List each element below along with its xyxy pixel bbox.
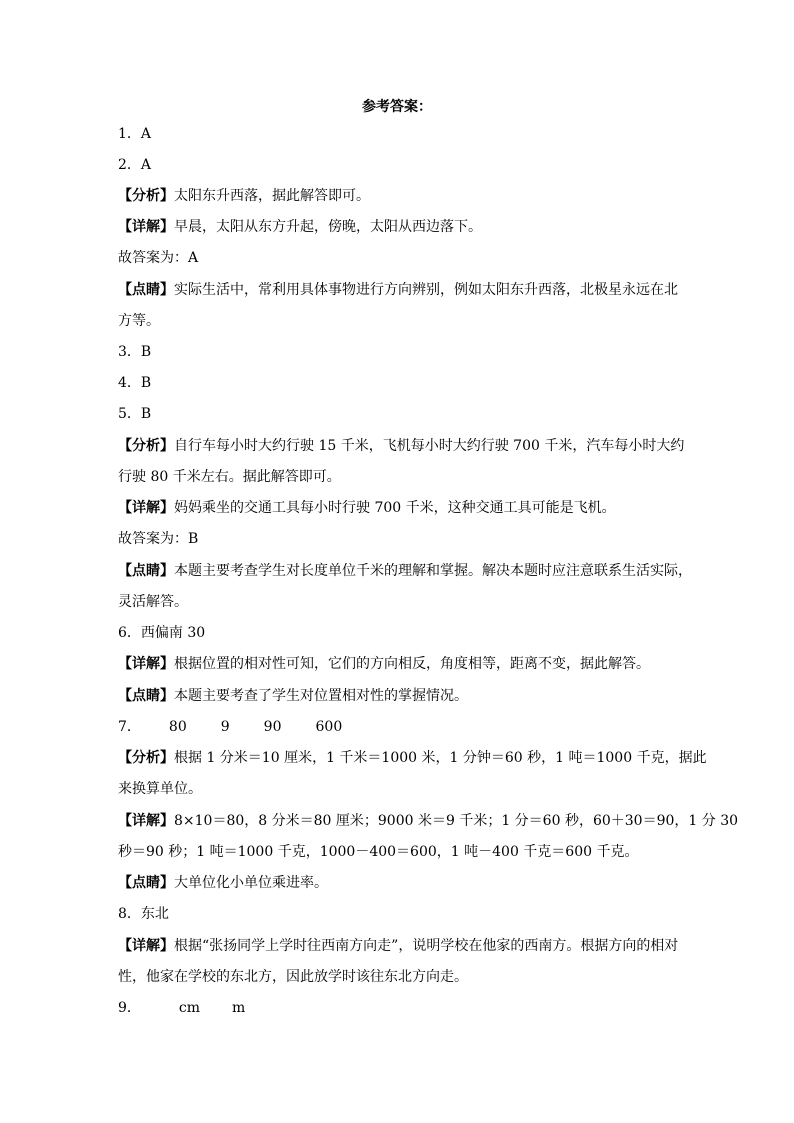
analysis-7 <box>118 748 707 768</box>
conclusion-2: 故答案为：A <box>118 250 199 266</box>
comment-text: 本题主要考查了学生对位置相对性的掌握情况。 <box>174 688 468 704</box>
analysis-text: 自行车每小时大约行驶 15 千米，飞机每小时大约行驶 700 千米，汽车每小时大约 <box>174 438 685 454</box>
detail-text: 8×10＝80，8 分米＝80 厘米；9000 米＝9 千米；1 分＝60 秒，60＋30＝90，1 分 30 <box>174 813 739 829</box>
detail-text: 早晨，太阳从东方升起，傍晚，太阳从西边落下。 <box>174 219 482 235</box>
detail-text: 根据“张扬同学上学时往西南方向走”，说明学校在他家的西南方。根据方向的相对 <box>174 938 679 954</box>
answer-blank-1: 80 <box>168 719 187 735</box>
analysis-7-cont: 来换算单位。 <box>118 781 202 797</box>
answer-4: 4．B <box>118 375 152 391</box>
comment-tag: 【点睛】 <box>118 875 174 891</box>
comment-text: 大单位化小单位乘进率。 <box>174 875 328 891</box>
page-title: 参考答案： <box>362 99 432 115</box>
analysis-2 <box>118 186 678 206</box>
detail-tag: 【详解】 <box>118 219 174 235</box>
comment-2 <box>118 280 678 300</box>
answer-blank-4: 600 <box>315 719 343 735</box>
answer-8: 8．东北 <box>118 906 169 922</box>
detail-tag: 【详解】 <box>118 813 174 829</box>
answer-2: 2．A <box>118 157 152 173</box>
answer-9 <box>118 998 678 1018</box>
detail-text: 根据位置的相对性可知，它们的方向相反，角度相等，距离不变，据此解答。 <box>174 656 650 672</box>
detail-6 <box>118 654 678 674</box>
detail-7-cont: 秒＝90 秒；1 吨＝1000 千克，1000－400＝600，1 吨－400 千克＝600 千克。 <box>118 844 639 860</box>
comment-2-cont: 方等。 <box>118 313 160 329</box>
analysis-5-cont: 行驶 80 千米左右。据此解答即可。 <box>118 469 341 485</box>
detail-2 <box>118 217 678 237</box>
answer-5: 5．B <box>118 406 152 422</box>
detail-tag: 【详解】 <box>118 500 174 516</box>
analysis-tag: 【分析】 <box>118 438 174 454</box>
answer-blank-2: m <box>232 1000 246 1016</box>
detail-8-cont: 性，他家在学校的东北方，因此放学时该往东北方向走。 <box>118 969 468 985</box>
detail-7 <box>118 811 739 831</box>
detail-tag: 【详解】 <box>118 656 174 672</box>
comment-text: 本题主要考查学生对长度单位千米的理解和掌握。解决本题时应注意联系生活实际， <box>174 563 692 579</box>
comment-7 <box>118 873 678 893</box>
comment-5 <box>118 561 692 581</box>
question-number: 7． <box>118 719 141 735</box>
detail-text: 妈妈乘坐的交通工具每小时行驶 700 千米，这种交通工具可能是飞机。 <box>174 500 616 516</box>
answer-3: 3．B <box>118 344 152 360</box>
detail-5 <box>118 498 678 518</box>
answer-blank-3: 90 <box>263 719 282 735</box>
analysis-5 <box>118 436 685 456</box>
comment-6 <box>118 686 678 706</box>
analysis-tag: 【分析】 <box>118 750 174 766</box>
comment-tag: 【点睛】 <box>118 688 174 704</box>
comment-tag: 【点睛】 <box>118 282 174 298</box>
answer-blank-2: 9 <box>220 719 230 735</box>
analysis-text: 根据 1 分米＝10 厘米，1 千米＝1000 米，1 分钟＝60 秒，1 吨＝1000 千克，据此 <box>174 750 707 766</box>
answer-6: 6．西偏南 30 <box>118 625 206 641</box>
detail-8 <box>118 936 678 956</box>
question-number: 9． <box>118 1000 141 1016</box>
answer-1: 1．A <box>118 126 152 142</box>
detail-tag: 【详解】 <box>118 938 174 954</box>
analysis-tag: 【分析】 <box>118 188 174 204</box>
answer-7 <box>118 717 678 737</box>
comment-5-cont: 灵活解答。 <box>118 594 188 610</box>
conclusion-5: 故答案为：B <box>118 531 199 547</box>
comment-text: 实际生活中，常利用具体事物进行方向辨别，例如太阳东升西落，北极星永远在北 <box>174 282 678 298</box>
comment-tag: 【点睛】 <box>118 563 174 579</box>
analysis-text: 太阳东升西落，据此解答即可。 <box>174 188 370 204</box>
answer-blank-1: cm <box>178 1000 201 1016</box>
